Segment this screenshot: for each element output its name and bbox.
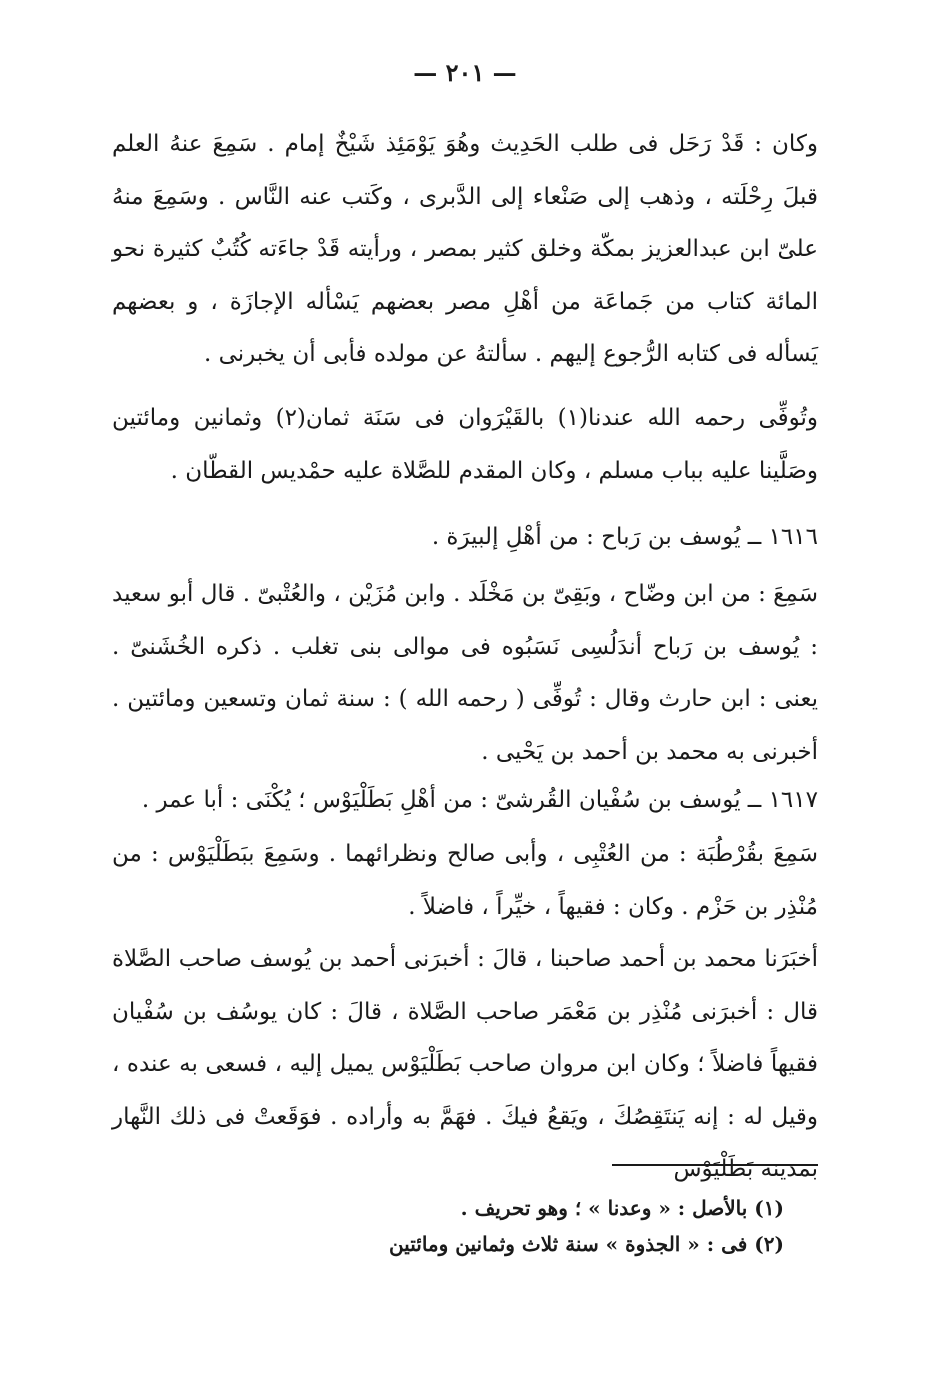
footnote-2: (٢) فى : « الجذوة » سنة ثلاث وثمانين ومائتين xyxy=(388,1232,784,1256)
entry-1617-heading xyxy=(112,774,818,827)
entry-1616-body xyxy=(112,568,818,778)
entry-text: سَمِعَ : من ابن وضّاح ، وبَقِىّ بن مَخْلَد . وابن مُزَيْن ، والعُتْبىّ . قال أبو سعيد : يُوسف بن رَباح أندَلُسِى نَسَبُوه فى موالى بنى تغلب . ذكره الخُشَنىّ . يعنى : ابن حارث وقال : تُوفِّى ( رحمه الله ) : سنة ثمان وتسعين ومائتين . أخبرنى به محمد بن أحمد بن يَحْيى . xyxy=(112,581,818,765)
paragraph-death-notice xyxy=(112,392,818,497)
paragraph-text: وتُوفِّى رحمه الله عندنا(١) بالقَيْرَوان فى سَنَة ثمان(٢) وثمانين ومائتين وصَلَّينا عليه بباب مسلم ، وكان المقدم للصَّلاة عليه حمْديس القطّان . xyxy=(112,405,819,484)
entry-1616-heading xyxy=(112,511,818,564)
entry-text: سَمِعَ بقُرْطُبَة : من العُتْبِى ، وأبى صالح ونظرائهما . وسَمِعَ ببَطَلْيَوْس : من مُنْذِر بن حَزْم . وكان : فقيهاً ، خيِّراً ، فاضلاً . xyxy=(112,841,818,920)
footnote-separator xyxy=(612,1164,818,1166)
paragraph-text: وكان : قَدْ رَحَل فى طلب الحَدِيث وهُوَ يَوْمَئِذ شَيْخٌ إمام . سَمِعَ عنهُ العلم قبلَ رِحْلَته ، وذهب إلى صَنْعاء إلى الدَّبرى ، وكَتب عنه النَّاس . وسَمِعَ منهُ علىّ ابن عبدالعزيز بمكّة وخلق كثير بمصر ، ورأيته قَدْ جاءَته كُتُبٌ كثيرة نحو المائة كتاب من جَماعَة من أهْلِ مصر بعضهم يَسْأله الإجازَة ، و بعضهم يَسأله فى كتابه الرُّجوع إليهم . سألتهُ عن مولده فأبى أن يخبرنى . xyxy=(112,131,818,367)
entry-1617-narration xyxy=(112,933,818,1196)
footnotes xyxy=(284,1190,784,1262)
page-number: — ٢٠١ — xyxy=(413,58,517,87)
entry-1617-body xyxy=(112,828,818,933)
footnote-1: (١) بالأصل : « وعدنا » ؛ وهو تحريف . xyxy=(460,1196,784,1220)
paragraph-biography-continued xyxy=(112,118,818,381)
entry-text: أخبَرَنا محمد بن أحمد صاحبنا ، قالَ : أخبرَنى أحمد بن يُوسف صاحب الصَّلاة قال : أخبرَنى مُنْذِر بن مَعْمَر صاحب الصَّلاة ، قالَ : كان يوسُف بن سُفْيان فقيهاً فاضلاً ؛ وكان ابن مروان صاحب بَطَلْيَوْس يميل إليه ، فسعى به عنده ، وقيل له : إنه يَنتَقِصُكَ ، ويَقعُ فيكَ . فهَمَّ به وأراده . فوَقَعتْ فى ذلك النَّهار بمدينة بَطَلْيَوْس xyxy=(112,946,818,1182)
entry-heading: ١٦١٧ ــ يُوسف بن سُفْيان القُرشىّ : من أهْلِ بَطَلْيَوْس ؛ يُكْنَى : أبا عمر . xyxy=(141,787,818,813)
entry-heading: ١٦١٦ ــ يُوسف بن رَباح : من أهْلِ إلبيرَة . xyxy=(431,524,818,550)
